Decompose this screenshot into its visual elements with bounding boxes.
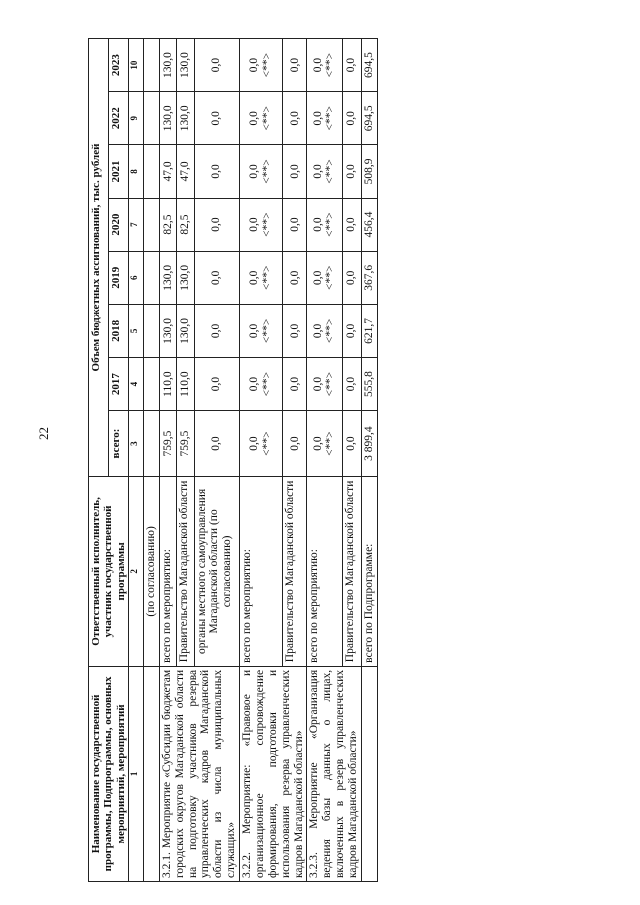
executor-cell: всего по мероприятию: xyxy=(307,476,342,666)
value-cell: 508,9 xyxy=(361,145,377,198)
value-cell: 0,0 <**> xyxy=(307,92,342,145)
value-cell: 130,0 xyxy=(159,39,176,92)
value-cell: 0,0 xyxy=(342,198,361,251)
col-number: 2 xyxy=(128,476,143,666)
value-cell: 367,6 xyxy=(361,251,377,304)
value-cell: 0,0 <**> xyxy=(307,251,342,304)
value-cell: 0,0 xyxy=(342,358,361,411)
value-cell: 0,0 xyxy=(283,411,307,477)
value-cell: 130,0 xyxy=(177,304,194,357)
col-number: 10 xyxy=(128,39,143,92)
value-cell: 759,5 xyxy=(177,411,194,477)
value-cell: 0,0 <**> xyxy=(240,358,283,411)
value-cell: 130,0 xyxy=(159,251,176,304)
table-row xyxy=(240,39,283,882)
header-total: всего: xyxy=(108,411,128,477)
table-row xyxy=(159,39,176,882)
executor-cell: всего по мероприятию: xyxy=(240,476,283,666)
value-cell: 130,0 xyxy=(159,92,176,145)
value-cell: 0,0 <**> xyxy=(240,411,283,477)
value-cell: 0,0 <**> xyxy=(240,92,283,145)
value-cell: 0,0 <**> xyxy=(307,304,342,357)
value-cell: 0,0 xyxy=(283,251,307,304)
value-cell: 0,0 xyxy=(283,145,307,198)
activity-name: 3.2.3. Мероприятие «Организация ведения базы данных о лицах, включенных в резерв управленческих кадров Магаданской области» xyxy=(307,666,362,881)
value-cell: 0,0 xyxy=(194,358,240,411)
value-cell: 0,0 xyxy=(194,145,240,198)
value-cell: 0,0 xyxy=(194,251,240,304)
value-cell: 759,5 xyxy=(159,411,176,477)
header-name: Наименование государственной программы, Подпрограммы, основных мероприятий, мероприятий xyxy=(89,666,129,881)
budget-table xyxy=(88,38,378,882)
value-cell: 3 899,4 xyxy=(361,411,377,477)
value-cell: 694,5 xyxy=(361,39,377,92)
value-cell: 0,0 xyxy=(194,92,240,145)
page-number: 22 xyxy=(36,427,51,440)
value-cell: 0,0 <**> xyxy=(240,304,283,357)
value-cell: 0,0 <**> xyxy=(240,198,283,251)
executor-cell: всего по мероприятию: xyxy=(159,476,176,666)
header-year: 2022 xyxy=(108,92,128,145)
value-cell: 0,0 <**> xyxy=(307,358,342,411)
activity-name: 3.2.2. Мероприятие: «Правовое и организационное сопровождение формирования, подготовки и использования резерва управленческих кадров Магаданской области» xyxy=(240,666,307,881)
activity-name: 3.2.1. Мероприятие «Субсидии бюджетам городских округов Магаданской области на подготовку участников резерва управленческих кадров Магаданской области из числа муниципальных служащих» xyxy=(159,666,239,881)
value-cell: 0,0 xyxy=(342,92,361,145)
value-cell: 47,0 xyxy=(177,145,194,198)
executor-note: (по согласованию) xyxy=(143,476,159,666)
value-cell: 0,0 xyxy=(342,251,361,304)
col-number: 8 xyxy=(128,145,143,198)
value-cell: 555,8 xyxy=(361,358,377,411)
value-cell: 110,0 xyxy=(177,358,194,411)
value-cell: 0,0 <**> xyxy=(307,411,342,477)
value-cell: 456,4 xyxy=(361,198,377,251)
table-row xyxy=(307,39,342,882)
col-number: 5 xyxy=(128,304,143,357)
value-cell: 0,0 xyxy=(194,411,240,477)
col-number: 7 xyxy=(128,198,143,251)
col-number: 1 xyxy=(128,666,143,881)
value-cell: 0,0 <**> xyxy=(240,145,283,198)
executor-cell: Правительство Магаданской области xyxy=(177,476,194,666)
value-cell: 130,0 xyxy=(177,251,194,304)
col-number: 4 xyxy=(128,358,143,411)
value-cell: 82,5 xyxy=(177,198,194,251)
value-cell: 0,0 xyxy=(342,145,361,198)
value-cell: 110,0 xyxy=(159,358,176,411)
rotated-table-wrapper xyxy=(88,38,540,882)
value-cell: 0,0 <**> xyxy=(240,251,283,304)
executor-cell: органы местного самоуправления Магаданской области (по согласованию) xyxy=(194,476,240,666)
value-cell: 0,0 <**> xyxy=(307,198,342,251)
value-cell: 0,0 xyxy=(194,39,240,92)
value-cell: 0,0 xyxy=(283,39,307,92)
header-year: 2023 xyxy=(108,39,128,92)
value-cell: 0,0 xyxy=(283,358,307,411)
value-cell: 47,0 xyxy=(159,145,176,198)
subtotal-label: всего по Подпрограмме: xyxy=(361,476,377,666)
executor-cell: Правительство Магаданской области xyxy=(283,476,307,666)
header-year: 2018 xyxy=(108,304,128,357)
value-cell: 621,7 xyxy=(361,304,377,357)
header-budget: Объем бюджетных ассигнований, тыс. рублей xyxy=(89,39,109,477)
value-cell: 130,0 xyxy=(159,304,176,357)
value-cell: 130,0 xyxy=(177,92,194,145)
col-number: 3 xyxy=(128,411,143,477)
value-cell: 0,0 xyxy=(283,304,307,357)
value-cell: 0,0 xyxy=(342,411,361,477)
col-number: 6 xyxy=(128,251,143,304)
value-cell: 0,0 xyxy=(194,198,240,251)
value-cell: 0,0 <**> xyxy=(240,39,283,92)
header-year: 2019 xyxy=(108,251,128,304)
value-cell: 694,5 xyxy=(361,92,377,145)
value-cell: 0,0 xyxy=(342,304,361,357)
value-cell: 82,5 xyxy=(159,198,176,251)
header-year: 2020 xyxy=(108,198,128,251)
executor-cell: Правительство Магаданской области xyxy=(342,476,361,666)
header-executor: Ответственный исполнитель, участник государственной программы xyxy=(89,476,129,666)
value-cell: 0,0 <**> xyxy=(307,39,342,92)
value-cell: 130,0 xyxy=(177,39,194,92)
header-year: 2017 xyxy=(108,358,128,411)
header-year: 2021 xyxy=(108,145,128,198)
value-cell: 0,0 xyxy=(283,92,307,145)
table-row xyxy=(143,39,159,882)
value-cell: 0,0 xyxy=(283,198,307,251)
value-cell: 0,0 xyxy=(342,39,361,92)
value-cell: 0,0 <**> xyxy=(307,145,342,198)
col-number: 9 xyxy=(128,92,143,145)
subtotal-row xyxy=(361,39,377,882)
value-cell: 0,0 xyxy=(194,304,240,357)
